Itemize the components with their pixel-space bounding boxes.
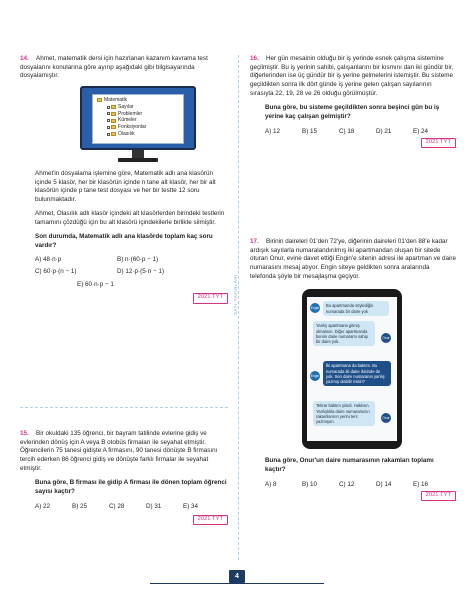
option-d[interactable]: D) 21 xyxy=(376,127,392,135)
expand-icon xyxy=(107,106,110,109)
answer-options xyxy=(20,503,228,512)
folder-root: Matematik xyxy=(97,97,183,104)
folder-icon xyxy=(111,112,116,116)
left-column xyxy=(20,55,228,522)
option-a[interactable]: A) 8 xyxy=(265,480,277,488)
option-d[interactable]: D) 31 xyxy=(146,502,162,510)
folder-item: Kümeler xyxy=(97,117,183,124)
expand-icon xyxy=(107,112,110,115)
option-c[interactable]: C) 60·p·(n − 1) xyxy=(35,268,77,276)
question-stem: Buna göre, bu sisteme geçildikten sonra beşinci gün bu iş yerine kaç çalışan gelmiştir? xyxy=(265,104,440,121)
exam-tag: 2021 TYT xyxy=(421,138,456,149)
paragraph: Ahmet'in dosyalama işlemine göre, Matematik adlı ana klasörün içinde 5 klasör, her bir klasörün içinde n tane alt klasör, her bir alt klasörün içinde p tane test dosyası ve her bir testte 12 soru bulunmaktadır. xyxy=(35,170,216,204)
option-c[interactable]: C) 18 xyxy=(339,127,355,135)
folder-item: Problemler xyxy=(97,111,183,118)
question-intro: Ahmet, matematik dersi için hazırlanan kazanım kavrama test dosyalarını konularına göre ayırıp aşağıdaki gibi bilgisayarında dosyalamıştır. xyxy=(20,55,208,80)
question-number: 16. xyxy=(250,55,259,62)
question-text: Her gün mesainin olduğu bir iş yerinde esnek çalışma sistemine geçilmiştir. Bu iş yerinin sahibi, çalışanlarını bir kısmını dan iki gündür bir, diğerlerinden ise üç gündür bir iş yerine gelmelerini istemiştir. Bu sisteme geçildikten sonra ilk dört günde iş yerine gelen çalışan sayılarının sırasıyla 22, 19, 28 ve 26 olduğu görülmüştür. xyxy=(250,55,454,97)
option-a[interactable]: A) 48·n·p xyxy=(35,255,62,263)
footer-line xyxy=(150,583,324,584)
avatar-onur: Onur xyxy=(381,413,391,423)
exam-tag: 2021 TYT xyxy=(193,293,228,304)
folder-window xyxy=(92,94,184,144)
expand-icon xyxy=(107,133,110,136)
page-number: 4 xyxy=(229,570,245,583)
question-stem: Son durumda, Matematik adlı ana klasörde toplam kaç soru vardır? xyxy=(35,233,213,249)
question-number: 17. xyxy=(250,238,259,245)
chat-message: Bu apartmanda söylediğin numarada bir daire yok xyxy=(323,301,389,315)
option-b[interactable]: B) 15 xyxy=(302,127,318,135)
folder-item: Fonksiyonlar xyxy=(97,124,183,131)
folder-icon xyxy=(111,119,116,123)
exam-tag: 2021 TYT xyxy=(193,515,228,526)
folder-icon xyxy=(111,132,116,136)
option-b[interactable]: B) 10 xyxy=(302,480,318,488)
option-d[interactable]: D) 12·p·(5·n − 1) xyxy=(117,268,165,276)
option-b[interactable]: B) 25 xyxy=(72,502,88,510)
expand-icon xyxy=(107,126,110,129)
phone-illustration xyxy=(302,289,402,449)
answer-options xyxy=(20,256,228,290)
option-a[interactable]: A) 22 xyxy=(35,502,51,510)
expand-icon xyxy=(107,119,110,122)
avatar-onur: Onur xyxy=(381,333,391,343)
answer-options xyxy=(250,481,456,490)
question-text: Bir okuldaki 135 öğrenci, bir bayram tatilinde evlerine gidiş ve evlerinden dönüş için A veya B otobüs firmaları ile seyahat etmiştir. Öğrencilerin 75 tanesi gidişte A firmasını, 90 tanesi dönüşte B firmasını tercih ederken 86 öğrenci gidiş ve dönüşte farklı firmalar ile seyahat etmiştir. xyxy=(20,430,218,472)
question-14 xyxy=(20,55,228,304)
chat-message: İki apartmana da baktım. Bu numarada iki daire ikisinde de yok. Sen daire numaranın yanlış yazmış olabilir misin? xyxy=(323,361,391,385)
computer-illustration xyxy=(80,86,196,164)
monitor-base xyxy=(118,158,158,162)
option-c[interactable]: C) 12 xyxy=(339,480,355,488)
option-e[interactable]: E) 34 xyxy=(183,502,199,510)
exam-tag: 2021 TYT xyxy=(421,491,456,502)
chat-screen xyxy=(307,297,397,441)
folder-icon xyxy=(111,125,116,129)
publisher-label: SAYI YAYINLARI xyxy=(233,274,238,316)
paragraph: Ahmet, Olasılık adlı klasör içindeki alt klasörlerden birindeki testlerin tamamını çözdüğü için bu alt klasörü içindekilerle birlikte silmiştir. xyxy=(35,209,225,226)
right-column xyxy=(250,55,456,498)
monitor-screen xyxy=(80,86,196,150)
chat-message: Yanlış apartmana gitmiş olmalısın. Diğer apartmanda benim daire numaramı sahip bir daire yok. xyxy=(313,321,375,345)
option-e[interactable]: E) 24 xyxy=(413,127,429,135)
question-16 xyxy=(250,55,456,148)
folder-icon xyxy=(97,98,102,102)
section-divider xyxy=(20,407,228,408)
option-e[interactable]: E) 16 xyxy=(413,480,429,488)
question-stem: Buna göre, Onur'un daire numarasının rakamları toplamı kaçtır? xyxy=(265,457,434,474)
option-c[interactable]: C) 28 xyxy=(109,502,125,510)
question-text: Birinin daireleri 01'den 72'ye, diğerinin daireleri 01'den 88'e kadar ardışık sayılarla numaralandırılmış iki apartmandan oluşan bir sitede oturan Onur, evine davet ettiği Engin'e sitenin adresi ile apartman ve daire numarasını mesaj atıyor. Engin siteye geldikten sonra aralarında telefonda şöyle bir mesajlaşma geçiyor. xyxy=(250,238,456,280)
avatar-engin: Engin xyxy=(310,371,320,381)
folder-tree xyxy=(93,95,183,138)
option-d[interactable]: D) 14 xyxy=(376,480,392,488)
question-number: 15. xyxy=(20,430,29,437)
folder-icon xyxy=(111,105,116,109)
option-a[interactable]: A) 12 xyxy=(265,127,281,135)
answer-options xyxy=(250,128,456,137)
option-b[interactable]: B) n·(60·p − 1) xyxy=(117,255,159,263)
question-17 xyxy=(250,238,456,501)
question-stem: Buna göre, B firması ile gidip A firması ile dönen toplam öğrenci sayısı kaçtır? xyxy=(35,479,227,496)
option-e[interactable]: E) 60·n·p − 1 xyxy=(77,280,114,288)
question-number: 14. xyxy=(20,55,29,62)
question-15 xyxy=(20,430,228,525)
chat-message: Tekrar baktım şimdi. Haklısın. Yanlışlıkla daire numaramızın rakamlarının yerini ters yazmışım. xyxy=(313,401,375,425)
folder-item: Olasılık xyxy=(97,131,183,138)
monitor-stand xyxy=(132,150,144,158)
avatar-engin: Engin xyxy=(310,303,320,313)
folder-item: Sayılar xyxy=(97,104,183,111)
